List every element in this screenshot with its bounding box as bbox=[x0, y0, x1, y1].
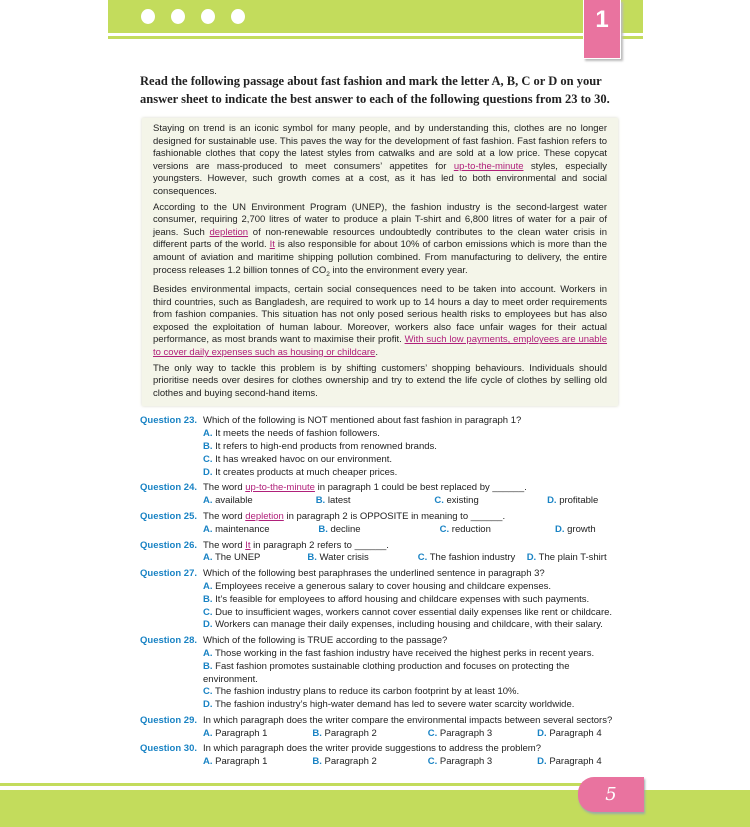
text-segment: The word bbox=[203, 482, 246, 494]
question-item bbox=[140, 482, 618, 508]
text-segment: in paragraph 2 is OPPOSITE in meaning to ______. bbox=[283, 510, 506, 522]
question-item bbox=[140, 540, 618, 566]
question-item bbox=[140, 635, 618, 712]
option-letter: C. bbox=[203, 606, 213, 618]
option-text: The UNEP bbox=[214, 552, 261, 564]
option-text: Due to insufficient wages, workers cannot cover essential daily expenses like rent or childcare. bbox=[215, 606, 613, 618]
option-letter: A. bbox=[203, 727, 213, 739]
text-segment: According to the UN Environment Program (UNEP), the fashion industry is the second-largest water consumer, requiring 2,700 litres of water to produce a plain T-shirt and 6,800 litres of water for a pair of jeans. Such bbox=[153, 201, 607, 238]
option-text: latest bbox=[327, 495, 351, 507]
option-text: decline bbox=[330, 523, 361, 535]
underlined-phrase: up-to-the-minute bbox=[453, 160, 524, 172]
answer-option bbox=[140, 686, 618, 699]
option-text: Paragraph 1 bbox=[215, 756, 268, 768]
answer-option bbox=[140, 661, 618, 687]
passage-paragraph bbox=[153, 284, 607, 360]
question-number: Question 23. bbox=[140, 415, 198, 427]
option-text: It refers to high-end products from renowned brands. bbox=[215, 440, 437, 452]
answer-option bbox=[140, 619, 618, 632]
question-item bbox=[140, 511, 618, 537]
answer-option bbox=[537, 756, 618, 769]
text-segment: in paragraph 2 refers to ______. bbox=[250, 539, 389, 551]
option-letter: B. bbox=[203, 660, 213, 672]
page-footer bbox=[0, 777, 750, 827]
page-header bbox=[0, 0, 750, 72]
option-text: It meets the needs of fashion followers. bbox=[215, 428, 380, 440]
text-segment: The word bbox=[203, 539, 246, 551]
page-content bbox=[140, 72, 618, 769]
option-text: Paragraph 3 bbox=[439, 756, 493, 768]
text-segment: styles, especially youngsters. However, such growth comes at a cost, as it has led to both environmental and social consequences. bbox=[153, 160, 607, 197]
answer-option bbox=[140, 648, 618, 661]
underlined-phrase: It bbox=[245, 539, 251, 551]
answer-options-row bbox=[140, 524, 618, 537]
option-letter: B. bbox=[203, 593, 213, 605]
footer-divider bbox=[0, 783, 600, 786]
dot-icon bbox=[141, 9, 155, 24]
option-text: existing bbox=[446, 495, 479, 507]
answer-option bbox=[547, 495, 618, 508]
option-letter: D. bbox=[203, 466, 213, 478]
passage-paragraph bbox=[153, 363, 607, 401]
answer-option bbox=[537, 728, 618, 741]
text-segment: Which of the following is NOT mentioned about fast fashion in paragraph 1? bbox=[203, 415, 522, 427]
text-segment: The word bbox=[203, 510, 246, 522]
option-letter: B. bbox=[312, 756, 322, 768]
option-text: growth bbox=[567, 523, 596, 535]
option-letter: D. bbox=[537, 756, 547, 768]
option-letter: D. bbox=[203, 699, 213, 711]
option-letter: A. bbox=[203, 756, 213, 768]
answer-option bbox=[316, 495, 435, 508]
option-text: Workers can manage their daily expenses, including housing and childcare, with their salary. bbox=[215, 619, 603, 631]
option-letter: C. bbox=[203, 686, 213, 698]
text-segment: Which of the following is TRUE according to the passage? bbox=[203, 635, 448, 647]
answer-option bbox=[428, 728, 537, 741]
answer-option bbox=[312, 756, 427, 769]
option-text: Employees receive a generous salary to cover housing and childcare expenses. bbox=[215, 580, 551, 592]
option-text: Fast fashion promotes sustainable clothing production and focuses on protecting the environment. bbox=[203, 660, 570, 685]
option-letter: A. bbox=[203, 523, 213, 535]
answer-option bbox=[428, 756, 537, 769]
underlined-phrase: depletion bbox=[209, 226, 249, 238]
option-text: The fashion industry plans to reduce its carbon footprint by at least 10%. bbox=[214, 686, 520, 698]
option-letter: D. bbox=[526, 552, 537, 564]
answer-option bbox=[140, 428, 618, 441]
option-letter: C. bbox=[427, 727, 438, 739]
option-letter: B. bbox=[307, 552, 317, 564]
answer-option bbox=[434, 495, 547, 508]
answer-option bbox=[318, 524, 439, 537]
option-text: Paragraph 2 bbox=[324, 727, 377, 739]
passage-paragraph bbox=[153, 202, 607, 281]
answer-option bbox=[312, 728, 427, 741]
question-number: Question 30. bbox=[140, 743, 198, 755]
question-item bbox=[140, 743, 618, 769]
text-segment: Staying on trend is an iconic symbol for many people, and by understanding this, clothes are no longer designed for sustainable use. This paves the way for the development of fast fashion. Fast fashion refers to fashionable clothes that copy the latest styles from catwalks and are sold at a low price. These copycat versions are mass-produced to meet consumers’ appetites for bbox=[153, 123, 607, 172]
question-header bbox=[140, 635, 618, 648]
option-letter: C. bbox=[434, 495, 444, 507]
question-stem bbox=[203, 482, 618, 495]
option-letter: D. bbox=[537, 727, 547, 739]
question-number: Question 24. bbox=[140, 482, 198, 494]
option-text: The fashion industry’s high-water demand has led to severe water scarcity worldwide. bbox=[214, 699, 575, 711]
question-list bbox=[140, 415, 618, 769]
question-stem bbox=[203, 568, 618, 581]
answer-option bbox=[203, 495, 316, 508]
question-number: Question 27. bbox=[140, 568, 198, 580]
option-letter: D. bbox=[547, 495, 557, 507]
option-letter: C. bbox=[427, 756, 438, 768]
instruction-text: Read the following passage about fast fashion and mark the letter A, B, C or D on your answer sheet to indicate the best answer to each of the following questions from 23 to 30. bbox=[140, 74, 610, 106]
header-band bbox=[108, 0, 643, 33]
answer-option bbox=[140, 454, 618, 467]
option-letter: A. bbox=[203, 495, 213, 507]
answer-option bbox=[527, 552, 618, 565]
underlined-phrase: It bbox=[269, 239, 275, 251]
text-segment: 2 bbox=[326, 270, 330, 278]
page-number: 5 bbox=[578, 777, 644, 812]
answer-option bbox=[307, 552, 417, 565]
option-letter: D. bbox=[555, 523, 565, 535]
text-segment: In which paragraph does the writer compare the environmental impacts between several sectors? bbox=[203, 714, 613, 726]
question-item bbox=[140, 568, 618, 632]
option-letter: A. bbox=[203, 428, 213, 440]
option-letter: B. bbox=[315, 495, 326, 507]
answer-options-row bbox=[140, 756, 618, 769]
question-item bbox=[140, 415, 618, 479]
text-segment: Which of the following best paraphrases the underlined sentence in paragraph 3? bbox=[203, 568, 545, 580]
option-text: profitable bbox=[559, 495, 599, 507]
unit-number-badge: 1 bbox=[583, 0, 621, 59]
answer-options-row bbox=[140, 495, 618, 508]
option-letter: B. bbox=[312, 727, 322, 739]
text-segment: In which paragraph does the writer provide suggestions to address the problem? bbox=[203, 743, 541, 755]
option-letter: D. bbox=[203, 619, 213, 631]
option-text: Paragraph 2 bbox=[324, 756, 377, 768]
underlined-phrase: With such low payments, employees are unable to cover daily expenses such as housing or childcare bbox=[153, 334, 607, 358]
option-text: Paragraph 3 bbox=[439, 727, 493, 739]
option-letter: B. bbox=[318, 523, 328, 535]
answer-option bbox=[140, 581, 618, 594]
question-header bbox=[140, 511, 618, 524]
text-segment: of non-renewable resources undoubtedly contributes to the clean water crisis in different parts of the world. bbox=[153, 226, 607, 251]
dot-icon bbox=[171, 9, 185, 24]
text-segment: into the environment every year. bbox=[329, 264, 468, 276]
answer-option bbox=[418, 552, 527, 565]
header-divider bbox=[108, 36, 643, 39]
option-text: maintenance bbox=[215, 523, 270, 535]
underlined-phrase: depletion bbox=[245, 510, 284, 522]
answer-option bbox=[440, 524, 555, 537]
question-stem bbox=[203, 511, 618, 524]
question-item bbox=[140, 715, 618, 741]
answer-option bbox=[203, 552, 307, 565]
text-segment: Besides environmental impacts, certain social consequences need to be taken into account. Workers in third countries, such as Bangladesh, are required to work up to 14 hours a day to meet order requirements from fashion companies. This situation has not only posed serious health risks to employees but has also exposed the exploitation of human labour. Moreover, workers also face unfair wages for their actual performance, as most brands want to maximise their profit. bbox=[153, 284, 607, 346]
question-stem bbox=[203, 635, 618, 648]
option-text: Paragraph 4 bbox=[549, 756, 602, 768]
option-letter: A. bbox=[203, 552, 213, 564]
option-text: It’s feasible for employees to afford housing and childcare expenses with such payments. bbox=[215, 593, 590, 605]
option-text: Those working in the fast fashion industry have received the highest perks in recent years. bbox=[214, 647, 595, 659]
option-letter: C. bbox=[439, 523, 450, 535]
answer-option bbox=[203, 524, 318, 537]
dot-icon bbox=[201, 9, 215, 24]
text-segment: is also responsible for about 10% of carbon emissions which is more than the amount of aviation and maritime shipping pollution combined. From manufacturing to delivery, the entire process releases 1.2 billion tonnes of CO bbox=[153, 239, 607, 276]
question-number: Question 26. bbox=[140, 539, 198, 551]
option-letter: C. bbox=[203, 453, 213, 465]
question-stem bbox=[203, 540, 618, 553]
option-text: Paragraph 4 bbox=[549, 727, 602, 739]
option-text: available bbox=[215, 495, 253, 507]
answer-option bbox=[203, 756, 312, 769]
reading-passage bbox=[142, 118, 618, 406]
answer-option bbox=[140, 607, 618, 620]
question-stem bbox=[203, 415, 618, 428]
question-header bbox=[140, 415, 618, 428]
text-segment: The only way to tackle this problem is by shifting customers’ shopping behaviours. Individuals should prioritise needs over desires for clothes ownership and try to extend the life cycle of clothes by selling old clothes and buying second-hand items. bbox=[153, 362, 607, 399]
question-header bbox=[140, 540, 618, 553]
text-segment: in paragraph 1 could be best replaced by ______. bbox=[314, 482, 527, 494]
answer-option bbox=[140, 467, 618, 480]
option-text: It creates products at much cheaper prices. bbox=[215, 466, 398, 478]
option-text: It has wreaked havoc on our environment. bbox=[215, 453, 393, 465]
underlined-phrase: up-to-the-minute bbox=[245, 482, 315, 494]
option-text: The plain T-shirt bbox=[538, 552, 607, 564]
option-text: The fashion industry bbox=[429, 552, 516, 564]
question-header bbox=[140, 482, 618, 495]
answer-option bbox=[140, 441, 618, 454]
text-segment: . bbox=[375, 346, 378, 358]
question-number: Question 28. bbox=[140, 635, 198, 647]
dot-icon bbox=[231, 9, 245, 24]
option-letter: B. bbox=[203, 440, 213, 452]
question-header bbox=[140, 568, 618, 581]
passage-paragraph bbox=[153, 123, 607, 199]
option-text: Paragraph 1 bbox=[215, 727, 268, 739]
option-letter: A. bbox=[203, 647, 213, 659]
passage-text bbox=[153, 123, 607, 400]
answer-option bbox=[140, 594, 618, 607]
question-stem bbox=[203, 715, 618, 728]
question-number: Question 25. bbox=[140, 510, 198, 522]
option-text: reduction bbox=[451, 523, 491, 535]
answer-option bbox=[203, 728, 312, 741]
answer-options-row bbox=[140, 552, 618, 565]
option-letter: C. bbox=[417, 552, 428, 564]
answer-option bbox=[140, 699, 618, 712]
answer-option bbox=[555, 524, 618, 537]
option-letter: A. bbox=[203, 580, 213, 592]
option-text: Water crisis bbox=[319, 552, 369, 564]
question-number: Question 29. bbox=[140, 714, 198, 726]
answer-options-row bbox=[140, 728, 618, 741]
question-header bbox=[140, 715, 618, 728]
